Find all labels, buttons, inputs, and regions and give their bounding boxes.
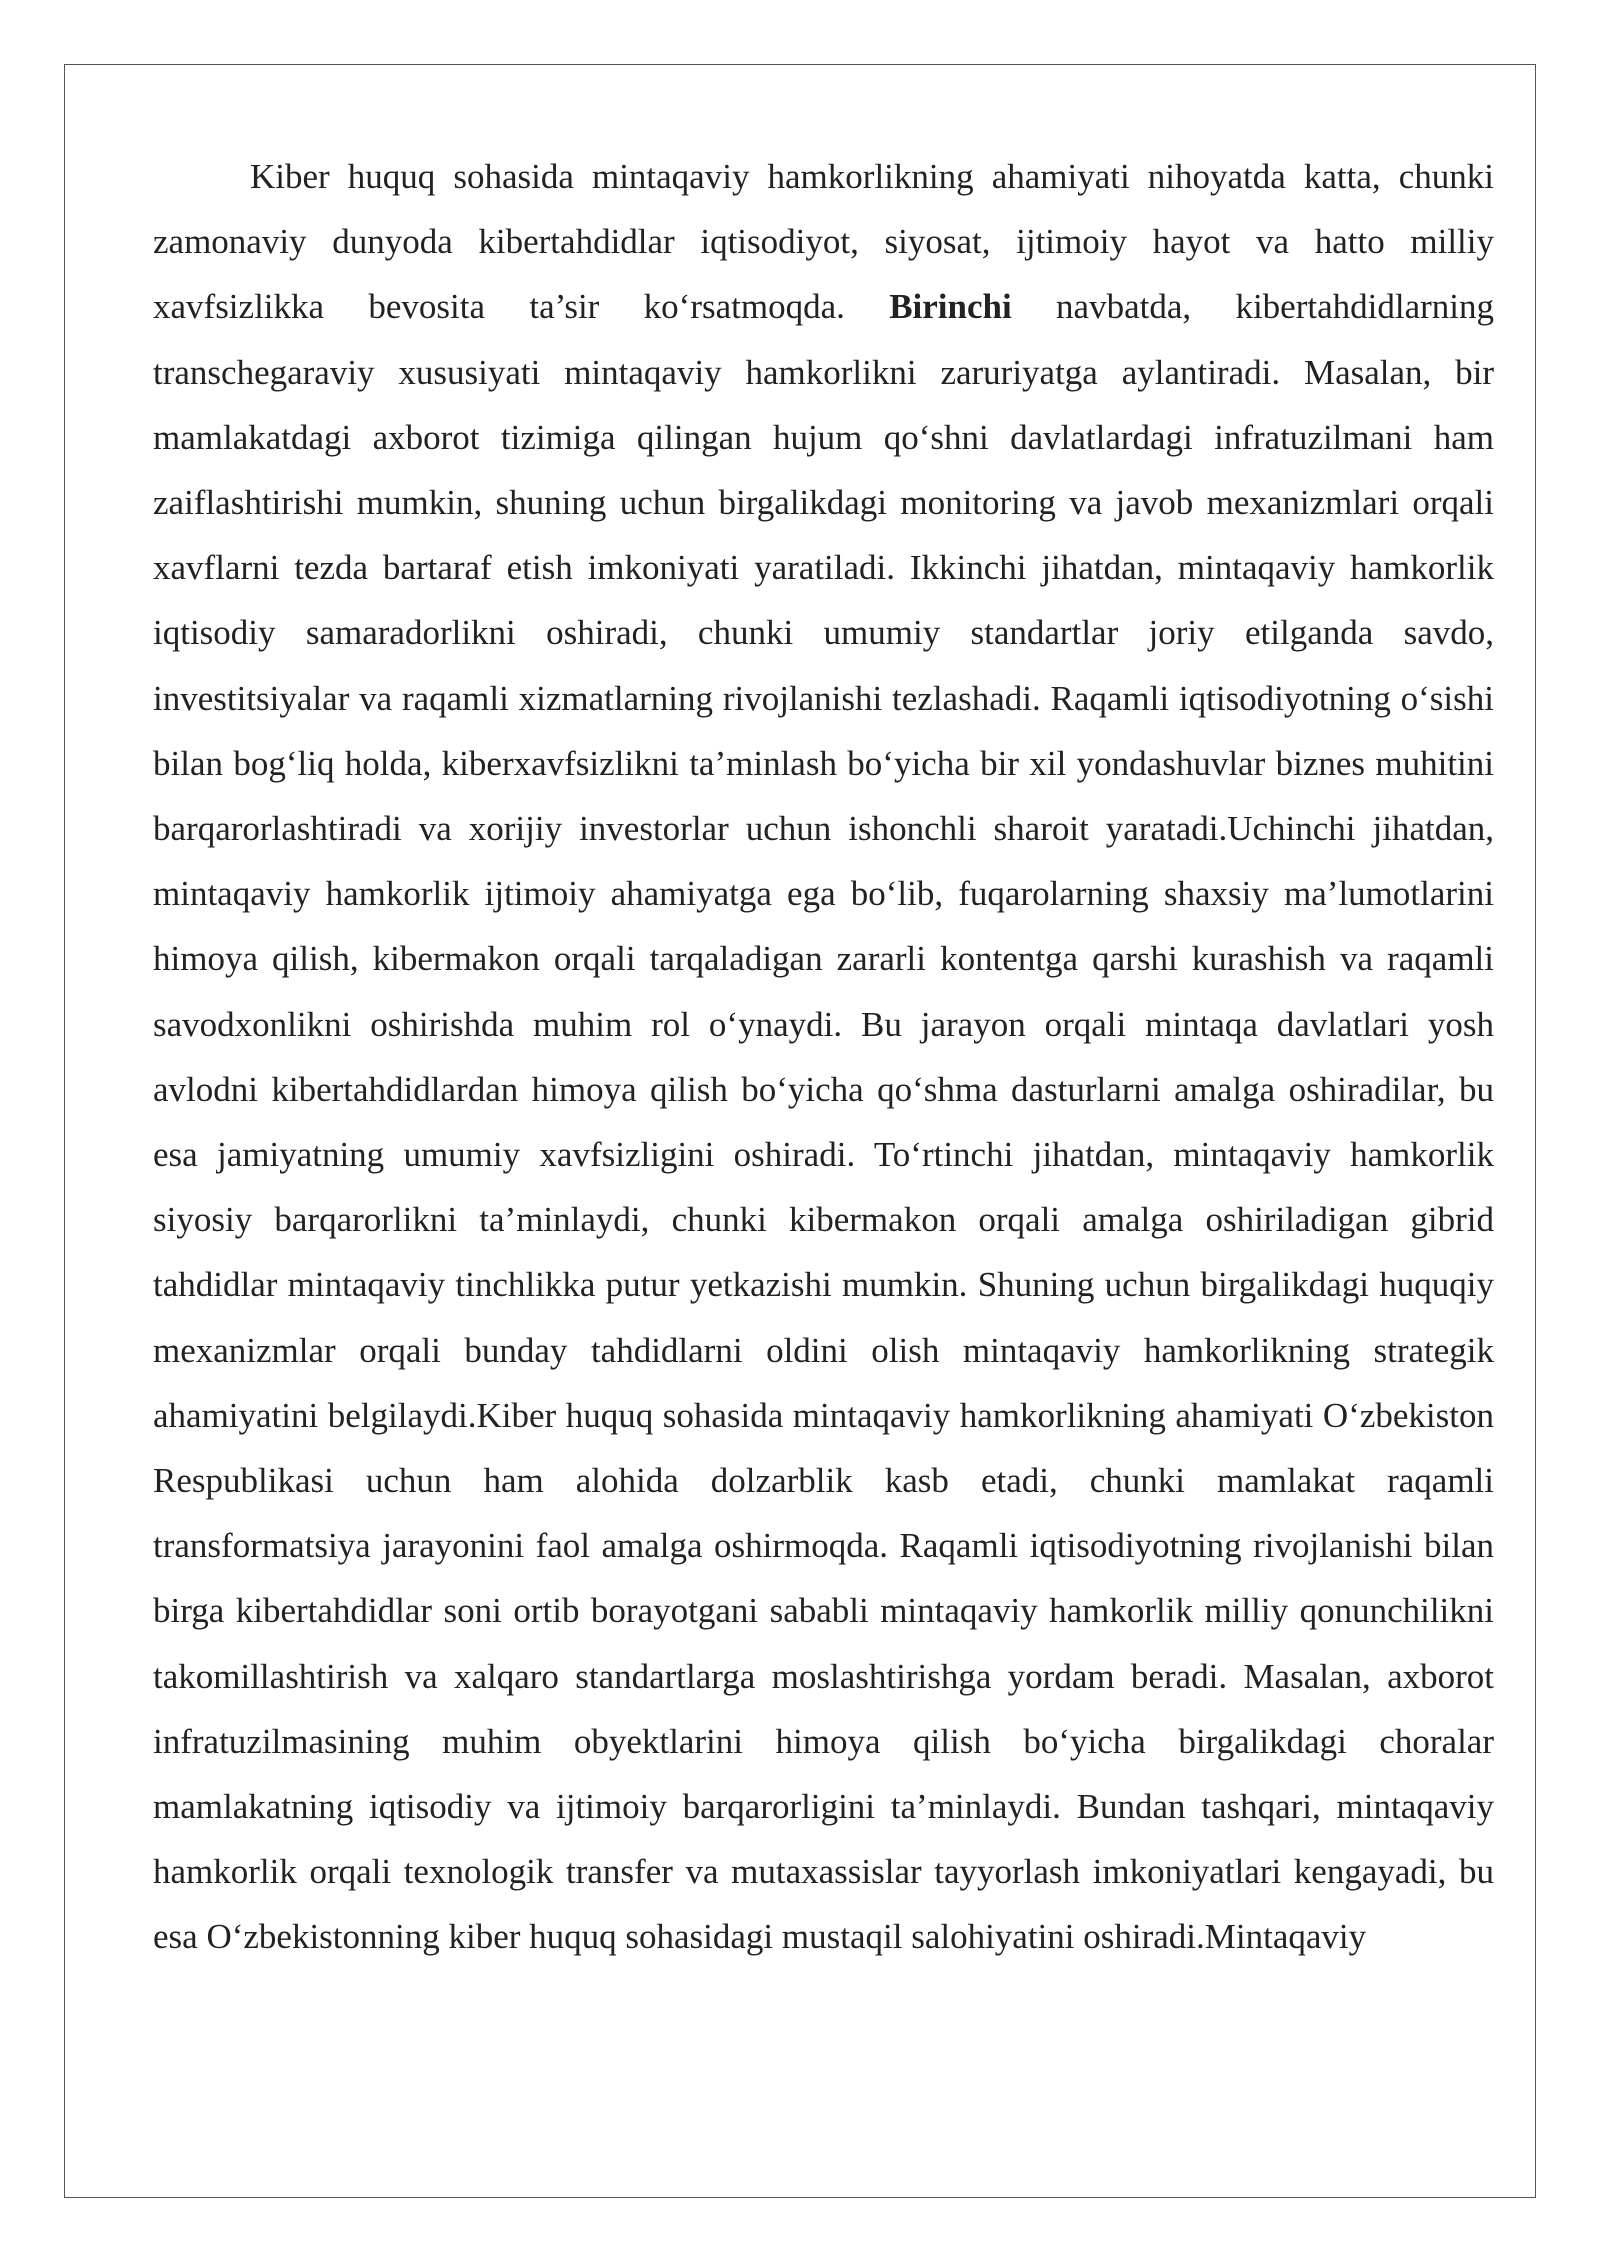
body-paragraph	[153, 144, 1494, 1970]
paragraph-text-rest: navbatda, kibertahdidlarning transchegaraviy xususiyati mintaqaviy hamkorlikni zaruriyatga aylantiradi. Masalan, bir mamlakatdagi axborot tizimiga qilingan hujum qo‘shni davlatlardagi infratuzilmani ham zaiflashtirishi mumkin, shuning uchun birgalikdagi monitoring va javob mexanizmlari orqali xavflarni tezda bartaraf etish imkoniyati yaratiladi. Ikkinchi jihatdan, mintaqaviy hamkorlik iqtisodiy samaradorlikni oshiradi, chunki umumiy standartlar joriy etilganda savdo, investitsiyalar va raqamli xizmatlarning rivojlanishi tezlashadi. Raqamli iqtisodiyotning o‘sishi bilan bog‘liq holda, kiberxavfsizlikni ta’minlash bo‘yicha bir xil yondashuvlar biznes muhitini barqarorlashtiradi va xorijiy investorlar uchun ishonchli sharoit yaratadi.Uchinchi jihatdan, mintaqaviy hamkorlik ijtimoiy ahamiyatga ega bo‘lib, fuqarolarning shaxsiy ma’lumotlarini himoya qilish, kibermakon orqali tarqaladigan zararli kontentga qarshi kurashish va raqamli savodxonlikni oshirishda muhim rol o‘ynaydi. Bu jarayon orqali mintaqa davlatlari yosh avlodni kibertahdidlardan himoya qilish bo‘yicha qo‘shma dasturlarni amalga oshiradilar, bu esa jamiyatning umumiy xavfsizligini oshiradi. To‘rtinchi jihatdan, mintaqaviy hamkorlik siyosiy barqarorlikni ta’minlaydi, chunki kibermakon orqali amalga oshiriladigan gibrid tahdidlar mintaqaviy tinchlikka putur yetkazishi mumkin. Shuning uchun birgalikdagi huquqiy mexanizmlar orqali bunday tahdidlarni oldini olish mintaqaviy hamkorlikning strategik ahamiyatini belgilaydi.Kiber huquq sohasida mintaqaviy hamkorlikning ahamiyati O‘zbekiston Respublikasi uchun ham alohida dolzarblik kasb etadi, chunki mamlakat raqamli transformatsiya jarayonini faol amalga oshirmoqda. Raqamli iqtisodiyotning rivojlanishi bilan birga kibertahdidlar soni ortib borayotgani sababli mintaqaviy hamkorlik milliy qonunchilikni takomillashtirish va xalqaro standartlarga moslashtirishga yordam beradi. Masalan, axborot infratuzilmasining muhim obyektlarini himoya qilish bo‘yicha birgalikdagi choralar mamlakatning iqtisodiy va ijtimoiy barqarorligini ta’minlaydi. Bundan tashqari, mintaqaviy hamkorlik orqali texnologik transfer va mutaxassislar tayyorlash imkoniyatlari kengayadi, bu esa O‘zbekistonning kiber huquq sohasidagi mustaqil salohiyatini oshiradi.Mintaqaviy	[153, 287, 1494, 1957]
bold-word-birinchi: Birinchi	[889, 287, 1012, 327]
paragraph-text-start: Kiber huquq sohasida mintaqaviy hamkorlikning ahamiyati nihoyatda katta, chunki zamonaviy dunyoda kibertahdidlar iqtisodiyot, siyosat, ijtimoiy hayot va hatto milliy xavfsizlikka bevosita ta’sir ko‘rsatmoqda.	[153, 157, 1494, 327]
